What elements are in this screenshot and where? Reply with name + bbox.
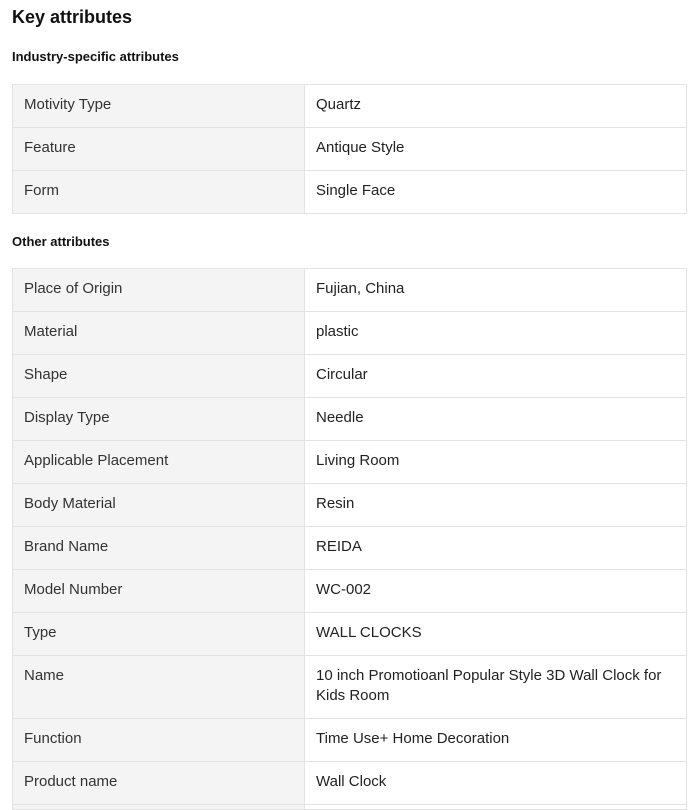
attribute-value-empty [305, 805, 687, 810]
attribute-key: Motivity Type [13, 85, 305, 128]
attribute-value: REIDA [305, 527, 687, 570]
attribute-value: Needle [305, 398, 687, 441]
attribute-key: Form [13, 171, 305, 214]
attribute-value: plastic [305, 312, 687, 355]
industry-attributes-table [12, 84, 687, 214]
attribute-value: Wall Clock [305, 762, 687, 805]
table-row [13, 613, 687, 656]
attribute-key: Place of Origin [13, 269, 305, 312]
table-row [13, 656, 687, 719]
attribute-value: WC-002 [305, 570, 687, 613]
table-row [13, 312, 687, 355]
other-attributes-table [12, 268, 687, 810]
other-attributes-title: Other attributes [12, 234, 110, 249]
table-row [13, 527, 687, 570]
attribute-key: Material [13, 312, 305, 355]
attribute-value: WALL CLOCKS [305, 613, 687, 656]
table-row [13, 85, 687, 128]
table-row [13, 441, 687, 484]
attribute-key-empty [13, 805, 305, 810]
attribute-key: Product name [13, 762, 305, 805]
attribute-key: Shape [13, 355, 305, 398]
attribute-key: Display Type [13, 398, 305, 441]
attribute-value: 10 inch Promotioanl Popular Style 3D Wall Clock for Kids Room [305, 656, 687, 719]
attribute-value: Circular [305, 355, 687, 398]
attribute-key: Brand Name [13, 527, 305, 570]
page-title: Key attributes [12, 7, 133, 27]
attribute-key: Type [13, 613, 305, 656]
attribute-value: Fujian, China [305, 269, 687, 312]
table-row [13, 171, 687, 214]
attribute-value: Single Face [305, 171, 687, 214]
table-row [13, 719, 687, 762]
attribute-value: Resin [305, 484, 687, 527]
attribute-key: Body Material [13, 484, 305, 527]
table-row [13, 269, 687, 312]
industry-attributes-title: Industry-specific attributes [12, 49, 179, 64]
attribute-key: Name [13, 656, 305, 719]
table-row [13, 570, 687, 613]
table-row [13, 355, 687, 398]
table-row-partial [13, 805, 687, 810]
attribute-value: Living Room [305, 441, 687, 484]
table-row [13, 484, 687, 527]
table-row [13, 398, 687, 441]
attribute-key: Model Number [13, 570, 305, 613]
table-row [13, 762, 687, 805]
attribute-key: Function [13, 719, 305, 762]
attribute-value: Quartz [305, 85, 687, 128]
attribute-value: Antique Style [305, 128, 687, 171]
attribute-key: Applicable Placement [13, 441, 305, 484]
table-row [13, 128, 687, 171]
attribute-value: Time Use+ Home Decoration [305, 719, 687, 762]
attribute-key: Feature [13, 128, 305, 171]
